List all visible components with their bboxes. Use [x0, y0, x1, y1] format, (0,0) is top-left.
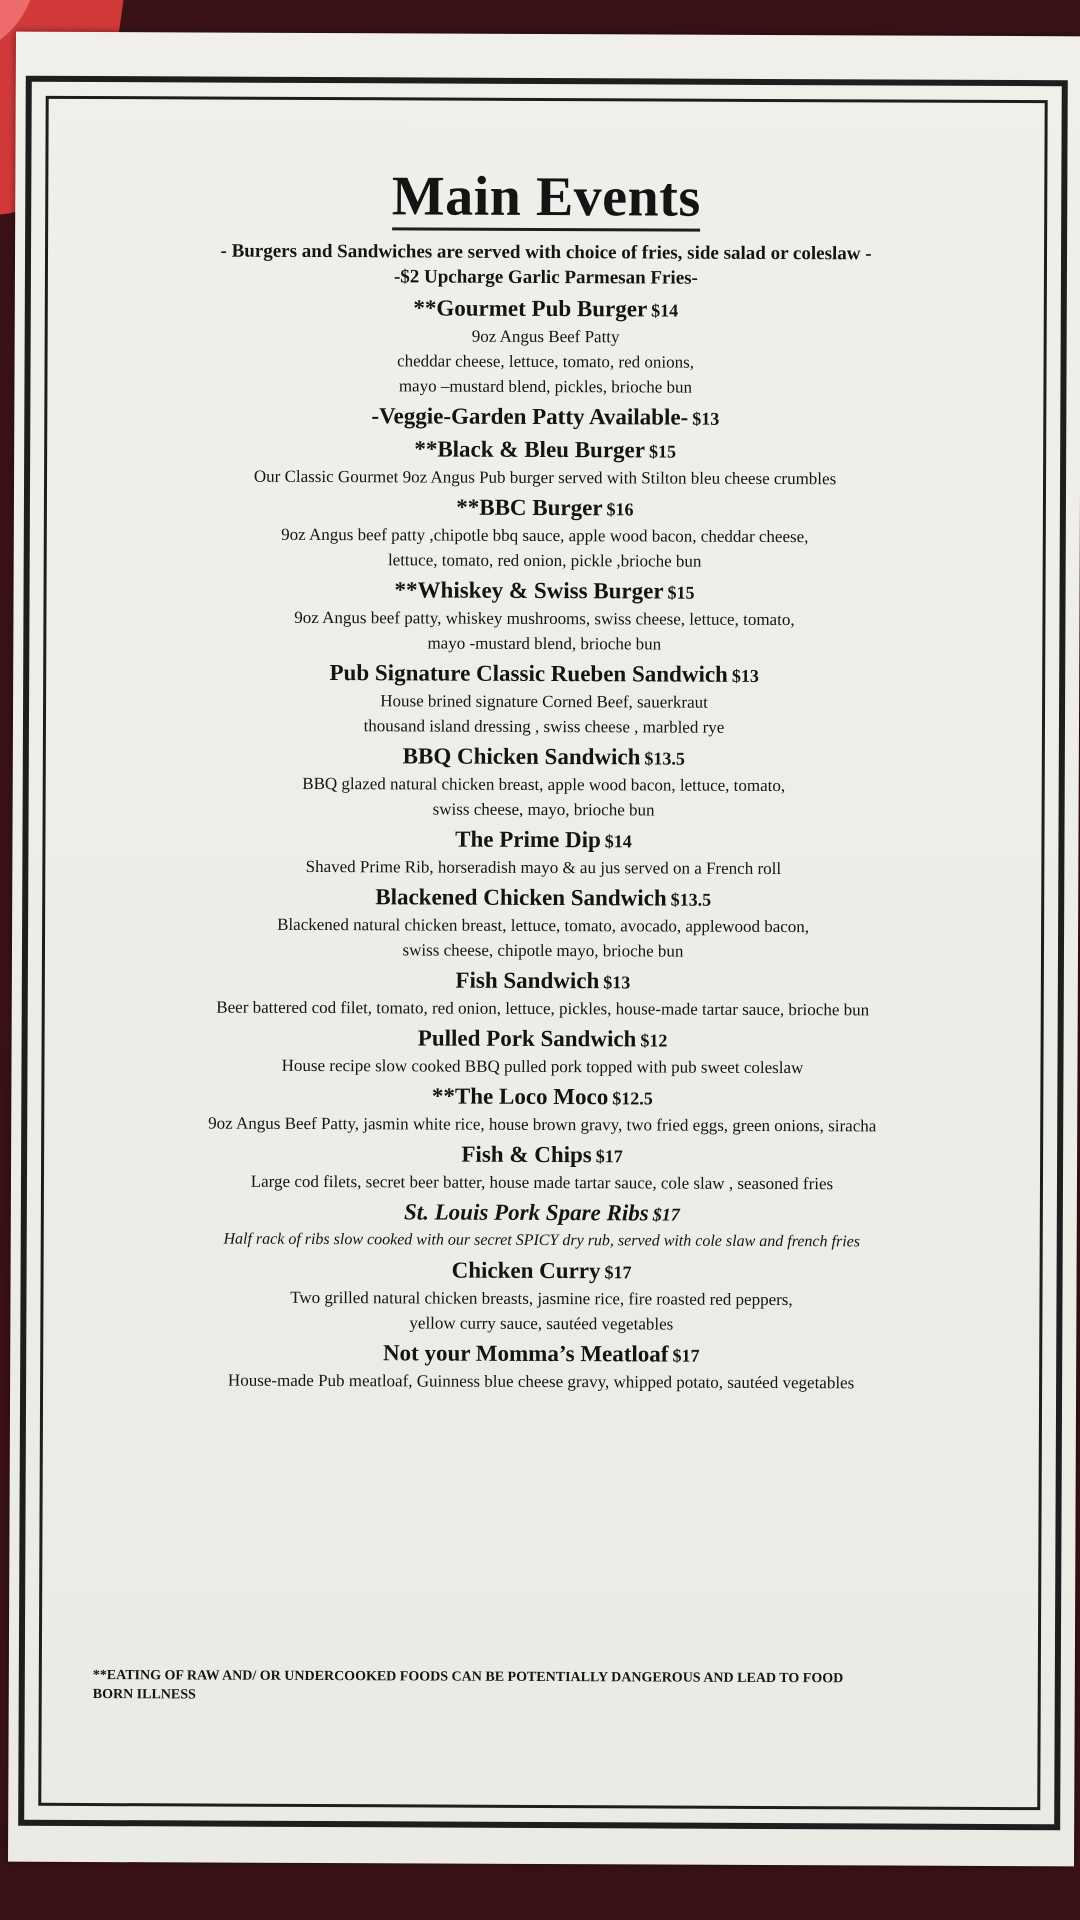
menu-item [26, 1254, 1056, 1338]
menu-item-name: St. Louis Pork Spare Ribs [403, 1199, 649, 1226]
menu-item-heading [31, 292, 1061, 326]
menu-item-name: Not your Momma’s Meatloaf [382, 1340, 669, 1367]
menu-item-heading [29, 740, 1059, 774]
menu-item-price: $13.5 [670, 889, 712, 910]
menu-item-description: mayo –mustard blend, pickles, brioche bun [398, 376, 693, 397]
menu-item-price: $12 [640, 1030, 668, 1051]
menu-content [24, 82, 1062, 1824]
menu-item-heading [30, 433, 1060, 467]
menu-item-name: Pulled Pork Sandwich [417, 1025, 637, 1052]
menu-item-heading [27, 1138, 1057, 1172]
menu-item-price: $13 [731, 665, 759, 686]
menu-paper [8, 32, 1080, 1867]
menu-item-name: Fish & Chips [461, 1141, 592, 1168]
menu-item-name: Fish Sandwich [455, 967, 600, 994]
menu-item-price: $15 [667, 582, 695, 603]
menu-item-description: Our Classic Gourmet 9oz Angus Pub burger served with Stilton bleu cheese crumbles [253, 466, 837, 489]
menu-item [26, 1337, 1056, 1396]
menu-item [27, 1138, 1057, 1197]
menu-item-description: Beer battered cod filet, tomato, red onion, lettuce, pickles, house-made tartar sauce, brioche bun [216, 997, 870, 1020]
menu-item-name: **Gourmet Pub Burger [413, 295, 648, 322]
menu-item-heading [28, 1022, 1058, 1056]
footnote-line: BORN ILLNESS [92, 1687, 196, 1703]
menu-item-name: **The Loco Moco [431, 1083, 609, 1110]
menu-item-heading [30, 574, 1060, 608]
menu-item-heading [27, 1080, 1057, 1114]
menu-item-heading [30, 491, 1060, 525]
menu-item-name: **BBC Burger [456, 494, 603, 521]
menu-item [28, 881, 1058, 965]
menu-item-price: $13.5 [644, 748, 686, 769]
menu-item-description: swiss cheese, mayo, brioche bun [432, 799, 655, 820]
menu-item-heading [26, 1337, 1056, 1371]
menu-item-description: 9oz Angus Beef Patty, jasmin white rice, house brown gravy, two fried eggs, green onions, siracha [208, 1113, 877, 1136]
menu-item-description: cheddar cheese, lettuce, tomato, red onions, [397, 351, 695, 372]
menu-item [29, 657, 1059, 741]
menu-item-description: Two grilled natural chicken breasts, jasmine rice, fire roasted red peppers, [290, 1287, 793, 1310]
menu-item-name: Blackened Chicken Sandwich [375, 884, 667, 911]
menu-item-name: **Black & Bleu Burger [414, 436, 646, 463]
menu-item-description: BBQ glazed natural chicken breast, apple wood bacon, lettuce, tomato, [302, 773, 786, 796]
menu-items-list [26, 292, 1061, 1396]
menu-item [30, 433, 1060, 492]
menu-item-price: $15 [648, 441, 677, 462]
menu-item-heading [29, 657, 1059, 691]
menu-item-description: Blackened natural chicken breast, lettuce, tomato, avocado, applewood bacon, [277, 914, 810, 937]
menu-item-name: **Whiskey & Swiss Burger [394, 577, 664, 604]
menu-item-description: 9oz Angus beef patty ,chipotle bbq sauce, apple wood bacon, cheddar cheese, [281, 524, 809, 547]
menu-item-heading [28, 823, 1058, 857]
menu-item-description: Shaved Prime Rib, horseradish mayo & au jus served on a French roll [305, 856, 782, 879]
footnote [93, 1666, 973, 1708]
menu-item-price: $17 [652, 1204, 680, 1225]
menu-item-name: -Veggie-Garden Patty Available- [371, 403, 689, 430]
menu-item-price: $17 [672, 1345, 700, 1366]
menu-item [29, 740, 1059, 824]
menu-item-description: 9oz Angus beef patty, whiskey mushrooms, swiss cheese, lettuce, tomato, [294, 607, 795, 630]
menu-item-name: Chicken Curry [451, 1257, 601, 1284]
menu-item-description: House brined signature Corned Beef, sauerkraut [380, 691, 708, 712]
menu-item [27, 1080, 1057, 1139]
menu-item-price: $17 [595, 1146, 623, 1167]
menu-title: Main Events [392, 165, 701, 231]
menu-item-name: The Prime Dip [455, 826, 601, 853]
menu-item-price: $13 [692, 408, 720, 429]
footnote-line: **EATING OF RAW AND/ OR UNDERCOOKED FOODS CAN BE POTENTIALLY DANGEROUS AND LEAD TO FOOD [92, 1668, 844, 1687]
menu-item-heading [30, 400, 1060, 434]
menu-item-description: lettuce, tomato, red onion, pickle ,brioche bun [387, 550, 702, 571]
menu-item-name: Pub Signature Classic Rueben Sandwich [329, 660, 728, 687]
menu-item-name: BBQ Chicken Sandwich [402, 743, 641, 770]
menu-item-price: $14 [604, 831, 632, 852]
menu-item-description: swiss cheese, chipotle mayo, brioche bun [402, 940, 684, 961]
menu-item-description: 9oz Angus Beef Patty [471, 326, 620, 347]
menu-item [30, 491, 1060, 575]
menu-item-description: House recipe slow cooked BBQ pulled pork topped with pub sweet coleslaw [281, 1055, 804, 1078]
menu-item [27, 1196, 1057, 1255]
menu-item [29, 574, 1059, 658]
menu-item-description: mayo -mustard blend, brioche bun [427, 633, 662, 654]
menu-item-heading [27, 1196, 1057, 1230]
menu-item-price: $13 [603, 972, 631, 993]
menu-item-description: House-made Pub meatloaf, Guinness blue cheese gravy, whipped potato, sautéed vegetables [227, 1370, 855, 1393]
menu-item-heading [28, 881, 1058, 915]
intro-line: -$2 Upcharge Garlic Parmesan Fries- [393, 266, 698, 289]
menu-item-description: Large cod filets, secret beer batter, house made tartar sauce, cole slaw , seasoned fries [250, 1171, 834, 1194]
menu-item [28, 823, 1058, 882]
menu-item [30, 292, 1060, 401]
menu-item-description: Half rack of ribs slow cooked with our secret SPICY dry rub, served with cole slaw and french fries [223, 1230, 861, 1251]
menu-item-description: thousand island dressing , swiss cheese , marbled rye [363, 716, 725, 737]
menu-item [30, 400, 1060, 434]
menu-item-price: $16 [606, 499, 634, 520]
menu-item [28, 964, 1058, 1023]
menu-item-price: $12.5 [612, 1088, 653, 1109]
intro-line: - Burgers and Sandwiches are served with choice of fries, side salad or coleslaw - [220, 240, 872, 265]
menu-item-heading [27, 1254, 1057, 1288]
menu-item-description: yellow curry sauce, sautéed vegetables [409, 1313, 674, 1334]
menu-item-price: $14 [651, 300, 679, 321]
menu-item [27, 1022, 1057, 1081]
menu-item-heading [28, 964, 1058, 998]
menu-item-price: $17 [604, 1262, 632, 1283]
menu-border-outer [18, 76, 1068, 1831]
